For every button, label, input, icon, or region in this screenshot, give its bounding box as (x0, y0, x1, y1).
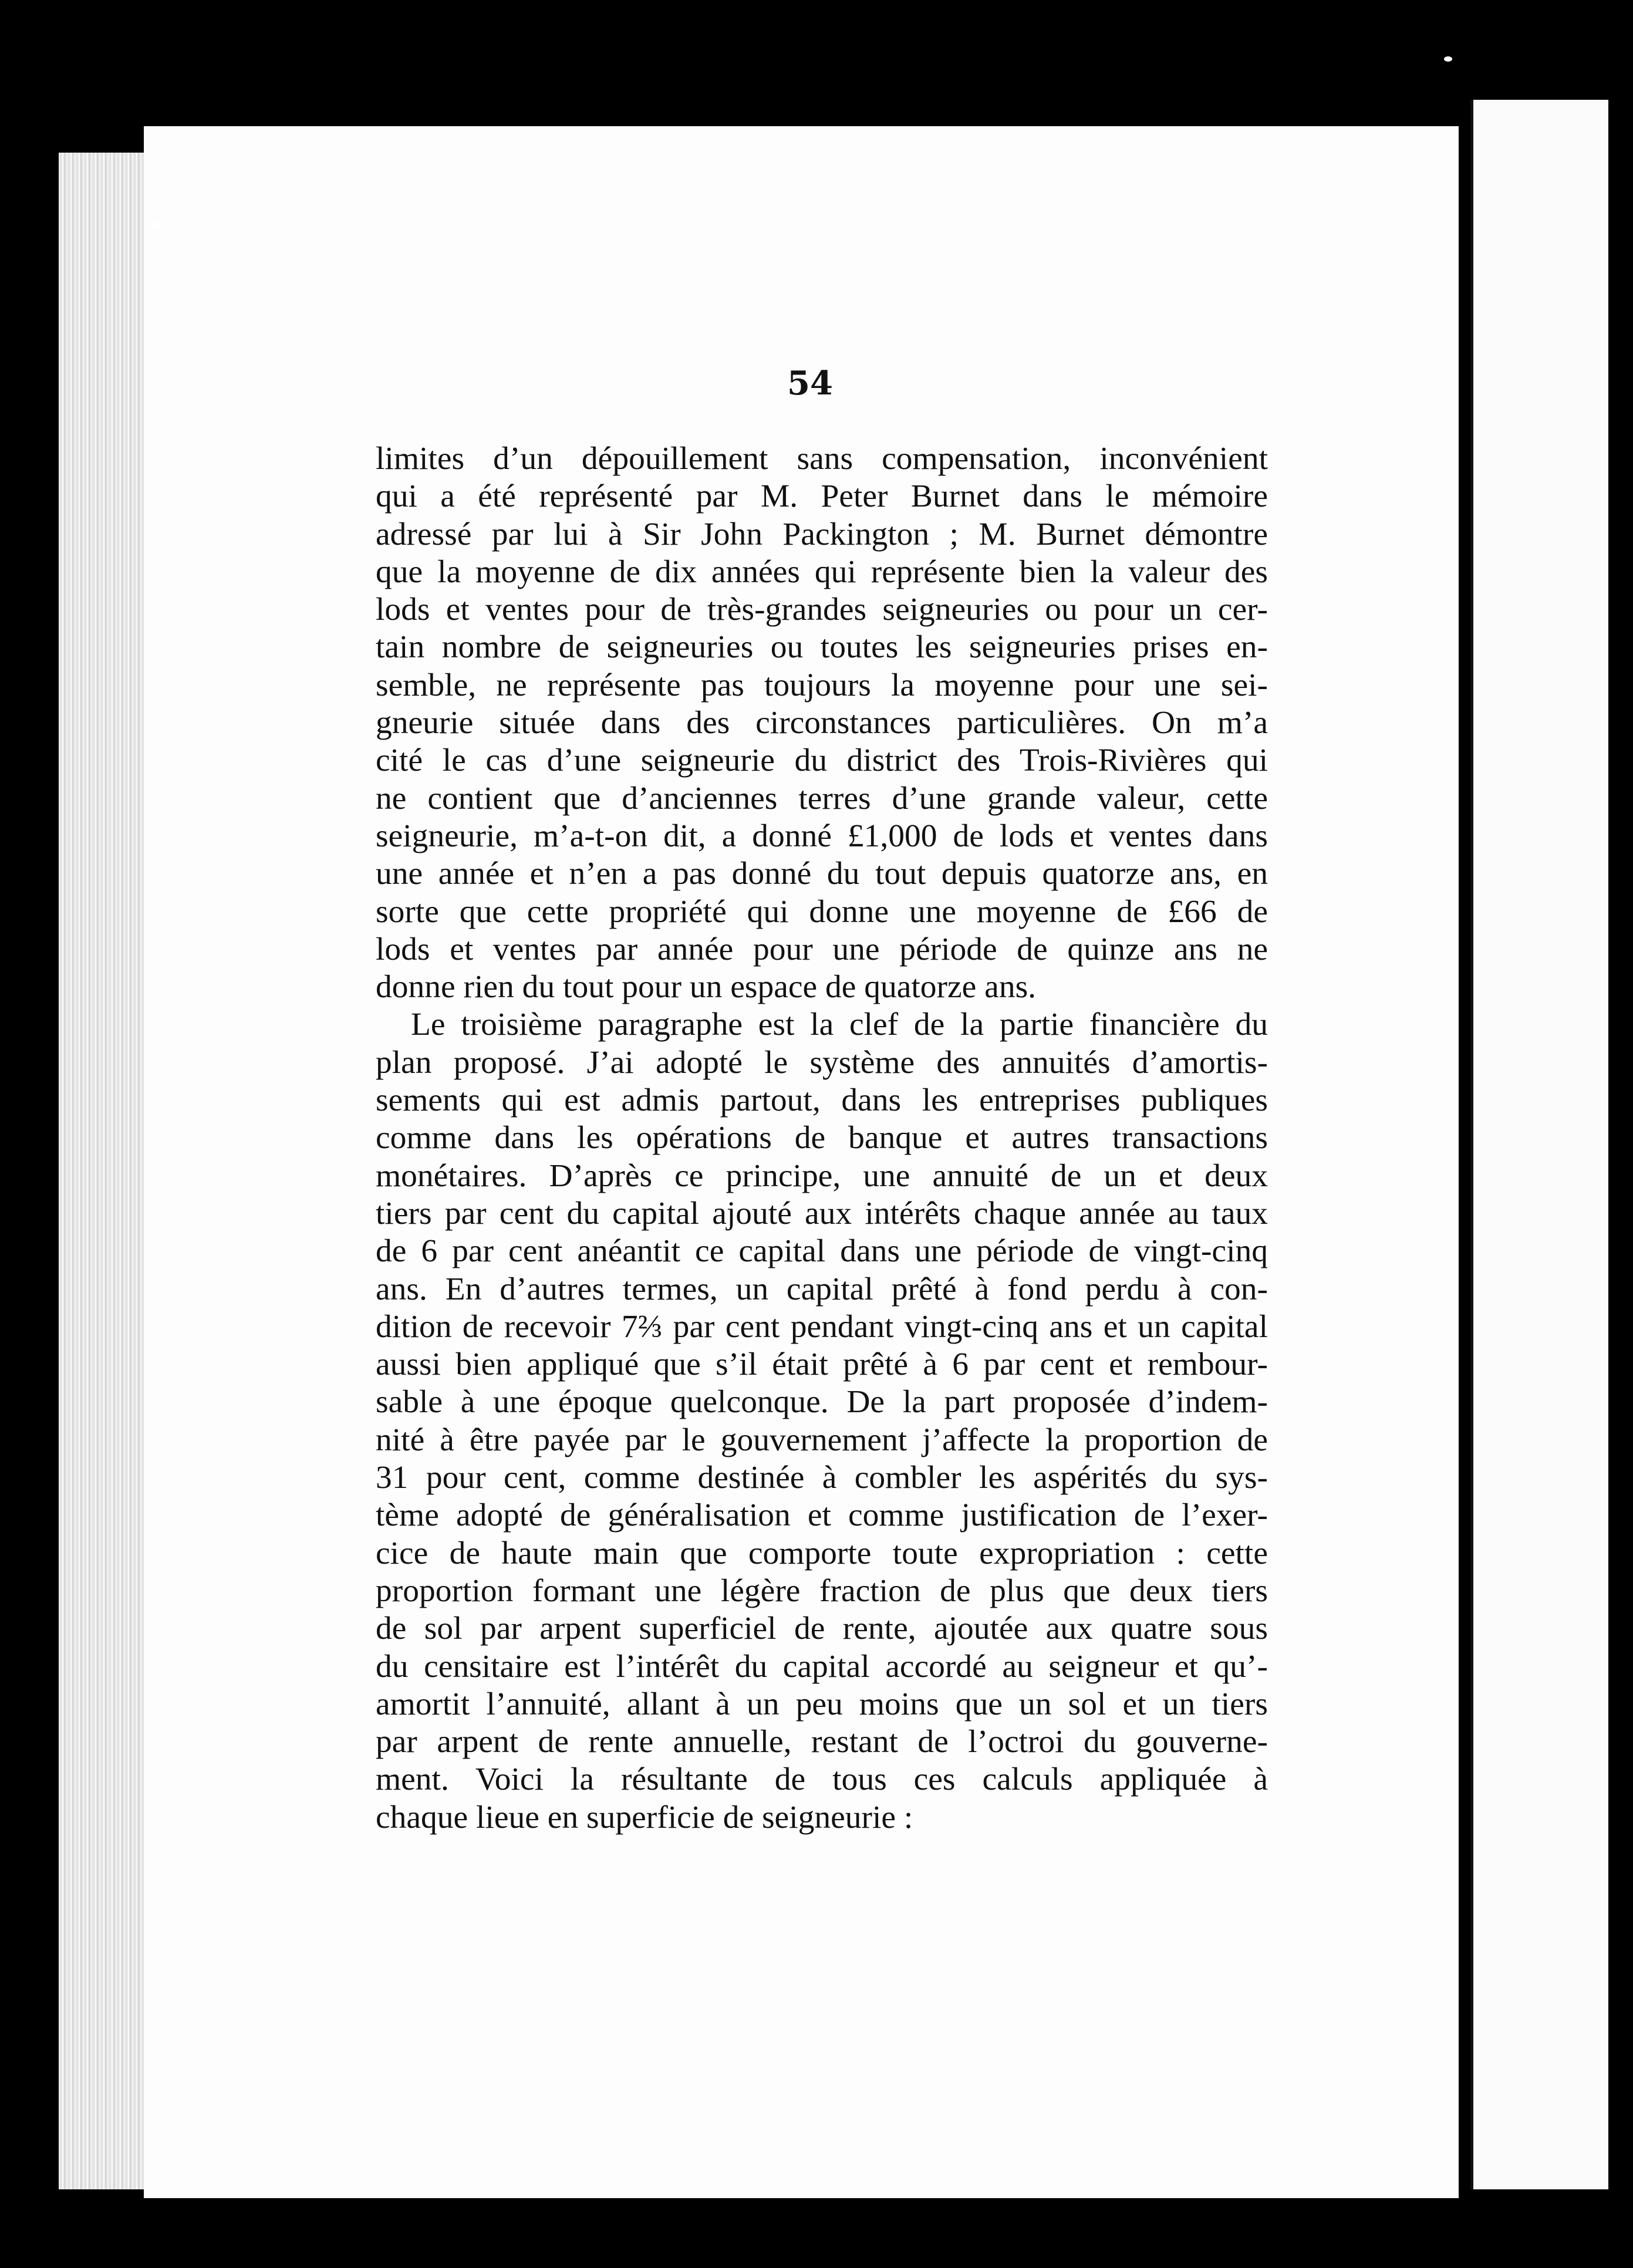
text-line: sorte que cette propriété qui donne une moyenne de £66 de (376, 893, 1268, 930)
text-line: adressé par lui à Sir John Packington ; M. Burnet démontre (376, 516, 1268, 552)
text-line: lods et ventes pour de très-grandes seigneuries ou pour un cer- (376, 592, 1268, 628)
text-line: du censitaire est l’intérêt du capital accordé au seigneur et qu’- (376, 1648, 1268, 1685)
page-number: 54 (787, 364, 833, 403)
text-line: une année et n’en a pas donné du tout depuis quatorze ans, en (376, 856, 1268, 892)
text-line: proportion formant une légère fraction de plus que deux tiers (376, 1572, 1268, 1609)
text-line: qui a été représenté par M. Peter Burnet dans le mémoire (376, 478, 1268, 515)
text-line: tème adopté de généralisation et comme justification de l’exer- (376, 1497, 1268, 1534)
text-line: donne rien du tout pour un espace de quatorze ans. (376, 969, 1037, 1005)
text-line: amortit l’annuité, allant à un peu moins que un sol et un tiers (376, 1686, 1268, 1722)
text-line: nité à être payée par le gouvernement j’affecte la proportion de (376, 1422, 1268, 1458)
text-line: sements qui est admis partout, dans les entreprises publiques (376, 1082, 1268, 1119)
text-line: chaque lieue en superficie de seigneurie : (376, 1799, 913, 1835)
body-text (376, 440, 1268, 1837)
scan-speck (1444, 56, 1452, 62)
text-line: aussi bien appliqué que s’il était prêté à 6 par cent et rembour- (376, 1346, 1268, 1383)
text-line: Le troisième paragraphe est la clef de la partie financière du (411, 1007, 1268, 1043)
text-line: ment. Voici la résultante de tous ces calculs appliquée à (376, 1761, 1268, 1798)
text-line: lods et ventes par année pour une période de quinze ans ne (376, 931, 1268, 967)
text-line: cice de haute main que comporte toute expropriation : cette (376, 1535, 1268, 1571)
text-line: que la moyenne de dix années qui représente bien la valeur des (376, 554, 1268, 590)
text-line: tiers par cent du capital ajouté aux intérêts chaque année au taux (376, 1195, 1268, 1231)
scan-speck (154, 222, 160, 228)
text-line: par arpent de rente annuelle, restant de l’octroi du gouverne- (376, 1724, 1268, 1760)
text-line: comme dans les opérations de banque et autres transactions (376, 1120, 1268, 1156)
text-line: semble, ne représente pas toujours la moyenne pour une sei- (376, 667, 1268, 703)
text-line: monétaires. D’après ce principe, une annuité de un et deux (376, 1157, 1268, 1194)
text-line: plan proposé. J’ai adopté le système des annuités d’amortis- (376, 1044, 1268, 1081)
text-line: ans. En d’autres termes, un capital prêté à fond perdu à con- (376, 1271, 1268, 1307)
text-line: dition de recevoir 7⅔ par cent pendant vingt-cinq ans et un capital (376, 1308, 1268, 1345)
page-stack-edge (59, 153, 147, 2189)
text-line: 31 pour cent, comme destinée à combler les aspérités du sys- (376, 1460, 1268, 1496)
text-line: sable à une époque quelconque. De la part proposée d’indem- (376, 1384, 1268, 1420)
text-line: limites d’un dépouillement sans compensation, inconvénient (376, 441, 1268, 477)
adjacent-page-strip (1473, 100, 1608, 2189)
text-line: gneurie située dans des circonstances particulières. On m’a (376, 705, 1268, 741)
text-line: de sol par arpent superficiel de rente, ajoutée aux quatre sous (376, 1611, 1268, 1647)
text-line: cité le cas d’une seigneurie du district des Trois-Rivières qui (376, 743, 1268, 779)
text-line: seigneurie, m’a-t-on dit, a donné £1,000 de lods et ventes dans (376, 818, 1268, 854)
text-line: ne contient que d’anciennes terres d’une grande valeur, cette (376, 780, 1268, 816)
text-line: de 6 par cent anéantit ce capital dans une période de vingt-cinq (376, 1233, 1268, 1270)
text-line: tain nombre de seigneuries ou toutes les seigneuries prises en- (376, 629, 1268, 666)
